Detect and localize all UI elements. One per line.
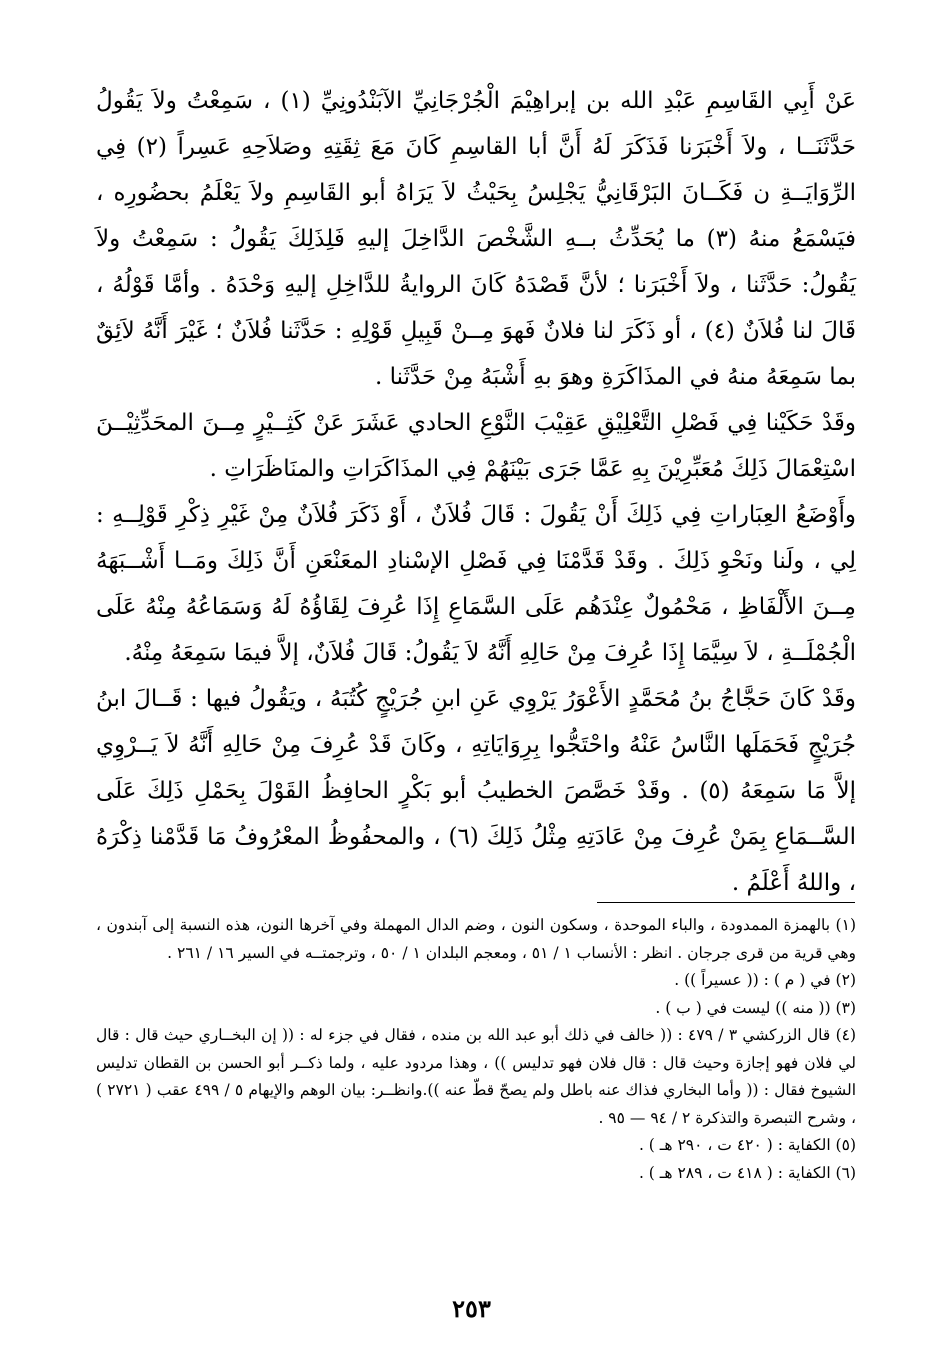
main-text [96, 78, 856, 906]
footnote-3: (٣) (( منه )) ليست في ( ب ) . [655, 998, 856, 1017]
paragraph-1: عَنْ أَبِي القَاسِمِ عَبْدِ الله بن إبراهِيْمَ الْجُرْجَانِيِّ الآبَنْدُونِيِّ (١) ، سَمِعْتُ ولاَ يَقُولُ حَدَّثَنَــا ، ولاَ أَخْبَرَنا فَذَكَرَ لَهُ أَنَّ أبا القاسِمِ كَانَ مَعَ ثِقَتِهِ وصَلاَحِهِ عَسِراً (٢) فِي الرِّوَايَــةِ ن فَكَــانَ البَرْقَانِيُّ يَجْلِسُ بِحَيْثُ لاَ يَرَاهُ أبو القَاسِمِ ولاَ يَعْلَمُ بحضُورِه ، فيَسْمَعُ منهُ (٣) ما يُحَدِّثُ بــهِ الشَّخْصَ الدَّاخِلَ إليهِ فَلِذَلِكَ يَقُولُ : سَمِعْتُ ولاَ يَقُولُ: حَدَّثَنا ، ولاَ أَخْبَرَنا ؛ لأنَّ قَصْدَهُ كَانَ الروايةُ للدَّاخِلِ إليهِ وَحْدَهُ . وأمَّا قَوْلُهُ ، قَالَ لنا فُلاَنٌ (٤) ، أو ذَكَرَ لنا فلانٌ فَهوَ مِــنْ قَبِيلِ قَوْلِهِ : حَدَّثَنا فُلاَنٌ ؛ غَيْرَ أَنَّهُ لاَئِقٌ بما سَمِعَهُ منهُ في المذَاكَرَةِ وهوَ بهِ أَشْبَهُ مِنْ حَدَّثَنا . [96, 88, 857, 390]
paragraph-2: وقَدْ حَكَيْنا فِي فَصْلِ التَّعْلِيْقِ عَقِيْبَ النَّوْعِ الحادي عَشَرَ عَنْ كَثِــيْرٍ مِــنَ المحَدِّثِيْــنَ اسْتِعْمَالَ ذَلِكَ مُعَبِّرِيْنَ بِهِ عَمَّا جَرَى بَيْنَهُمْ فِي المذَاكَرَاتِ والمنَاظَرَاتِ . [96, 410, 856, 482]
footnotes [96, 912, 856, 1187]
footnote-5: (٥) الكفاية : ( ٤٢٠ ت ، ٢٩٠ هـ ) . [638, 1136, 856, 1154]
footnote-1: (١) بالهمزة الممدودة ، والباء الموحدة ، وسكون النون ، وضم الدال المهملة وفي آخرها النون، هذه النسبة إلى آبندون ، وهي قرية من قرى جرجان . انظر : الأنساب ١ / ٥١ ، ومعجم البلدان ١ / ٥٠ ، وترجمتــه في السير ١٦ / ٢٦١ . [96, 916, 856, 962]
footnote-separator [597, 902, 855, 903]
paragraph-3: وأَوْضَعُ العِبَاراتِ فِي ذَلِكَ أَنْ يَقُولَ : قَالَ فُلاَنٌ ، أَوْ ذَكَرَ فُلاَنٌ مِنْ غَيْرِ ذِكْرِ قَوْلِــهِ : لِي ، ولَنا ونَحْوِ ذَلِكَ . وقَدْ قَدَّمْنَا فِي فَصْلِ الإسْنادِ المعَنْعَنِ أَنَّ ذَلِكَ ومَــا أَشْــبَهَهُ مِــنَ الأَلْفَاظِ ، مَحْمُولٌ عِنْدَهُم عَلَى السَّمَاعِ إِذَا عُرِفَ لِقَاؤُهُ لَهُ وَسَمَاعُهُ مِنْهُ عَلَى الْجُمْلَــةِ ، لاَ سِيَّمَا إِذَا عُرِفَ مِنْ حَالِهِ أَنَّهُ لاَ يَقُولُ: قَالَ فُلاَنٌ، إلاَّ فيمَا سَمِعَهُ مِنْهُ. [96, 502, 856, 666]
footnote-4: (٤) قال الزركشي ٣ / ٤٧٩ : (( خالف في ذلك أبو عبد الله بن منده ، فقال في جزء له : (( إن البخــاري حيث قال : قال لي فلان فهو إجازة وحيث قال : قال فلان فهو تدليس )) ، وهذا مردود عليه ، ولما ذكــر أبو الحسن بن القطان تدليس الشيوخ فقال : (( وأما البخاري فذاك عنه باطل ولم يصحّ قطّ عنه )).وانظــر: بيان الوهم والإيهام ٥ / ٤٩٩ عقب ( ٢٧٢١ ) ، وشرح التبصرة والتذكرة ٢ / ٩٤ — ٩٥ . [96, 1026, 857, 1127]
paragraph-4: وقَدْ كَانَ حَجَّاجُ بنُ مُحَمَّدٍ الأَعْوَرُ يَرْوِي عَنِ ابنِ جُرَيْجٍ كُتُبَهُ ، ويَقُولُ فيها : قَــالَ ابنُ جُرَيْجٍ فَحَمَلَها النَّاسُ عَنْهُ واحْتَجُّوا بِرِوَايَاتِهِ ، وكَانَ قَدْ عُرِفَ مِنْ حَالِهِ أَنَّهُ لاَ يَــرْوِي إلاَّ مَا سَمِعَهُ (٥) . وقَدْ خَصَّصَ الخطيبُ أبو بَكْرٍ الحافِظُ القَوْلَ بِحَمْلِ ذَلِكَ عَلَى السَّــمَاعِ بِمَنْ عُرِفَ مِنْ عَادَتِهِ مِثْلُ ذَلِكَ (٦) ، والمحفُوظُ المعْرُوفُ مَا قَدَّمْنا ذِكْرَهُ ، واللهُ أَعْلَمُ . [96, 686, 856, 896]
footnote-2: (٢) في ( م ) : (( عسيراً )) . [674, 971, 856, 989]
page-number: ٢٥٣ [452, 1294, 491, 1323]
footnote-6: (٦) الكفاية : ( ٤١٨ ت ، ٢٨٩ هـ ) . [638, 1163, 856, 1182]
